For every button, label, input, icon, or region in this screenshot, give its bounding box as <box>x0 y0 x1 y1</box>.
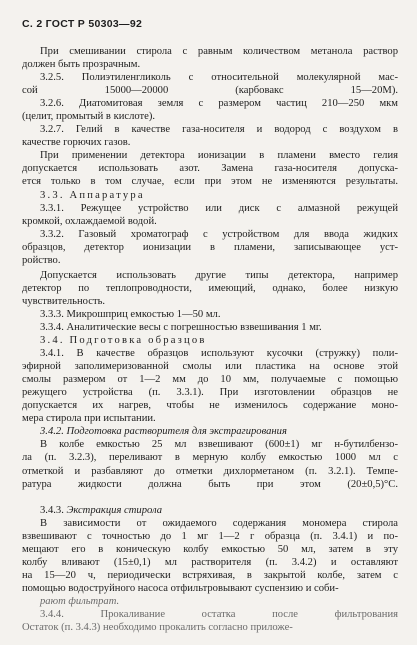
text-line: Остаток (п. 3.4.3) необходимо прокалить согласно приложе- <box>22 622 293 634</box>
text-line: допускается использовать азот. Замена газа-носителя допуска- <box>22 163 398 175</box>
text-line: допускается их нагрев, чтобы не изменилось содержание моно- <box>22 400 398 412</box>
text-line: образцов, детектор ионизации в пламени, записывающее уст- <box>22 241 398 253</box>
text-line: При смешивании стирола с равным количеством метанола раствор <box>40 46 398 57</box>
text-line: должен быть прозрачным. <box>22 59 141 71</box>
text-line: помощью водоструйного насоса отфильтровывают суспензию и соби- <box>22 582 339 594</box>
text-line: 3.2.7. Гелий в качестве газа-носителя и водород с воздухом в <box>40 124 398 136</box>
text-line: В колбе емкостью 25 мл взвешивают (600±1) мг н-бутилбензо- <box>40 439 398 451</box>
page-body <box>22 45 398 634</box>
text-line <box>22 491 398 504</box>
text-line: детектор по теплопроводности, имеющий, однако, более низкую <box>22 282 398 294</box>
text-line: ратура жидкости должна быть при этом (20±0,5)°С. <box>22 478 398 490</box>
text-line: смолы размером от 1—2 мм до 10 мм, получаемые с помощью <box>22 374 398 386</box>
page-header: С. 2 ГОСТ Р 50303—92 <box>22 18 143 30</box>
text-line: качестве горючих газов. <box>22 137 131 149</box>
section-heading: 3.4. Подготовка образцов <box>40 335 207 347</box>
text-line: 3.3.2. Газовый хроматограф с устройством для ввода жидких <box>40 228 398 240</box>
subsection-heading: рают фильтрат. <box>40 595 120 607</box>
subsection-title: Экстракция стирола <box>66 504 163 516</box>
subsection-heading: 3.4.2. Подготовка растворителя для экстрагирования <box>40 426 287 438</box>
text-line: ла (п. 3.2.3), переливают в мерную колбу емкостью 1000 мл с <box>22 452 398 464</box>
text-line: мера стирола при испытании. <box>22 413 156 425</box>
text-line: ройство. <box>22 254 61 266</box>
subsection-number: 3.4.3. <box>40 504 67 516</box>
text-line: 3.4.1. В качестве образцов используют кусочки (стружку) поли- <box>40 348 398 360</box>
text-line: 3.4.4. Прокаливание остатка после фильтрования <box>40 609 398 621</box>
text-line: При применении детектора ионизации в пламени вместо гелия <box>40 150 398 162</box>
text-line: 3.3.1. Режущее устройство или диск с алмазной режущей <box>40 202 398 214</box>
text-line: колбу вливают (15±0,1) мл растворителя (п. 3.4.2) и оставляют <box>22 556 398 568</box>
text-line: режущего устройства (п. 3.3.1). При изготовлении образцов не <box>22 387 398 399</box>
text-line: Допускается использовать другие типы детектора, например <box>40 269 398 281</box>
text-line: кромкой, охлаждаемой водой. <box>22 215 157 227</box>
text-line: (целит, промытый в кислоте). <box>22 111 156 123</box>
text-line: 3.3.4. Аналитические весы с погрешностью взвешивания 1 мг. <box>40 321 322 333</box>
subsection-heading <box>22 504 398 517</box>
section-heading: 3.3. Аппаратура <box>40 189 145 201</box>
text-line: 3.3.3. Микрошприц емкостью 1—50 мл. <box>40 308 221 320</box>
text-line: эфирной заполимеризованной смолы или пластика на основе этой <box>22 361 398 373</box>
text-line: 3.2.5. Полиэтиленгликоль с относительной молекулярной мас- <box>40 72 398 84</box>
text-line: ется только в том случае, если при этом не изменяются результаты. <box>22 176 398 188</box>
text-line: отметкой и разбавляют до отметки дихлорметаном (п. 3.2.1). Темпе- <box>22 465 398 477</box>
text-line: В зависимости от ожидаемого содержания мономера стирола <box>40 517 398 529</box>
text-line: взвешивают с точностью до 1 мг 1—2 г образца (п. 3.4.1) и по- <box>22 530 398 542</box>
text-line: на 15—20 ч, периодически встряхивая, в закрытой колбе, затем с <box>22 569 398 581</box>
text-line: сой 15000—20000 (карбовакс 15—20М). <box>22 85 398 97</box>
text-line: чувствительность. <box>22 295 106 307</box>
text-line: 3.2.6. Диатомитовая земля с размером частиц 210—250 мкм <box>40 98 398 110</box>
text-line: мещают его в коническую колбу емкостью 50 мл, затем в эту <box>22 543 398 555</box>
